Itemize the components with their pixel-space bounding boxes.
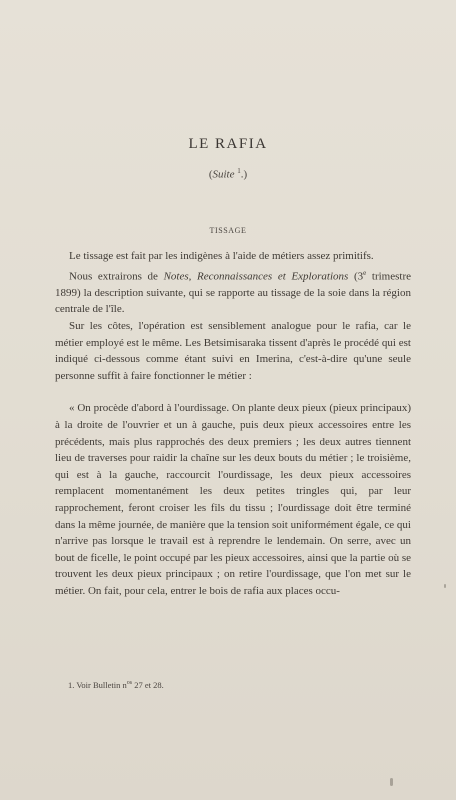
footnote-sup: os bbox=[126, 680, 133, 687]
ordinal-suffix: e bbox=[363, 268, 367, 277]
subtitle-word: Suite bbox=[212, 168, 235, 181]
paragraph-intro: Le tissage est fait par les indigènes à l'aide de métiers assez primitifs. bbox=[69, 250, 374, 262]
body-text bbox=[55, 248, 411, 600]
page-title: LE RAFIA bbox=[188, 136, 268, 152]
paragraph-source-after: trimestre 1899) la description suivante, qui se rapporte au tissage de la soie dans la région centrale de l'île. bbox=[55, 270, 411, 316]
page-subtitle bbox=[0, 167, 456, 181]
footnote-reference: 1 bbox=[237, 167, 241, 175]
section-heading: TISSAGE bbox=[209, 226, 247, 235]
paper-speck bbox=[390, 778, 393, 786]
footnote bbox=[68, 680, 164, 690]
paragraph-quote: « On procède d'abord à l'ourdissage. On plante deux pieux (pieux principaux) à la droite de l'ouvrier et un à gauche, puis deux pieux accessoires entre les précédents, mais plus rapprochés des deux premiers ; les deux autres tiennent lieu de traverses pour raidir la chaîne sur les deux bouts du métier ; le troisième, qui est à la gauche, raccourcit l'ourdissage, les deux pieux accessoires remplacent momentanément les deux petites tringles qui, par leur rapprochement, feront croiser les fils du tissu ; l'ourdissage doit être terminé dans la même journée, de manière que la tension soit uniformément égale, ce qui n'arrive pas lorsque le travail est à reprendre le lendemain. On serre, avec un bout de ficelle, le point occupé par les pieux accessoires, ainsi que la partie où se trouvent les deux pieux principaux ; on retire l'ourdissage, que l'on met sur le métier. On fait, pour cela, entrer le bois de rafia aux places occu- bbox=[55, 402, 411, 597]
paragraph-coasts: Sur les côtes, l'opération est sensiblement analogue pour le rafia, car le métier employé est le même. Les Betsimisaraka tissent d'après le procédé qui est indiqué ci-dessous comme étant suivi en Imerina, c'est-à-dire qu'une seule personne suffit à faire fonctionner le métier : bbox=[55, 320, 411, 382]
subtitle-close: .) bbox=[240, 168, 248, 181]
paper-speck bbox=[444, 584, 446, 588]
footnote-before: 1. Voir Bulletin n bbox=[68, 680, 127, 690]
paragraph-source bbox=[55, 265, 411, 318]
footnote-after: 27 et 28. bbox=[132, 680, 164, 690]
paragraph-source-mid: (3 bbox=[348, 270, 364, 283]
paragraph-source-before: Nous extrairons de bbox=[69, 270, 164, 283]
publication-title: Notes, Reconnaissances et Explorations bbox=[163, 270, 349, 283]
subtitle-open: ( bbox=[208, 168, 213, 181]
